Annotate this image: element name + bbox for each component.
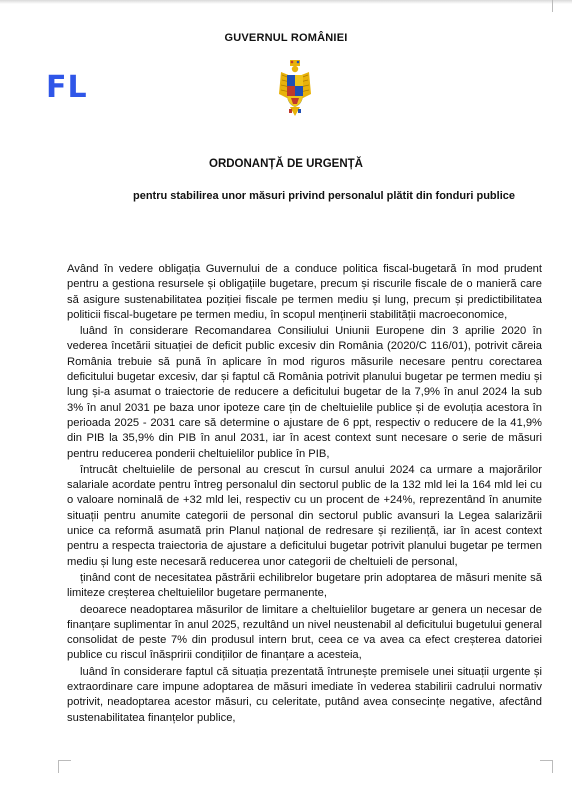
page-top-edge	[0, 0, 572, 4]
crop-mark-bottom-right	[540, 760, 553, 773]
fl-logo: FL	[46, 70, 88, 105]
preamble-paragraph: Având în vedere obligația Guvernului de a conduce politica fiscal-bugetară în mod prudent pentru a gestiona resursele și obligațiile bugetare, precum și riscurile fiscale de o manieră care să asigure sustenabilitatea poziției fiscale pe termen mediu și lung, precum și predictibilitatea politicii fiscal-bugetare pe termen mediu, în scopul menținerii stabilității macroeconomice,	[67, 263, 542, 321]
preamble-paragraph: întrucât cheltuielile de personal au crescut în cursul anului 2024 ca urmare a majorărilor salariale acordate pentru întreg personalul din sectorul public de la 132 mld lei la 164 mld lei cu o valoare nominală de +32 mld lei, respectiv cu un procent de +24%, reprezentând în anumite situații pentru anumite categorii de personal din sectorul public avansuri la Legea salarizării unice ca reformă asumată prin Planul național de redresare și reziliență, iar în acest context pentru a respecta traiectoria de ajustare a deficitului bugetar potrivit planului bugetar pe termen mediu și lung este necesară reducerea unor categorii de cheltuieli de personal,	[67, 463, 542, 568]
preamble-paragraph: deoarece neadoptarea măsurilor de limitare a cheltuielilor bugetare ar genera un necesar de finanțare suplimentar în anul 2025, rezultând un nivel neustenabil al deficitului bugetului general consolidat de peste 7% din produsul intern brut, ceea ce va avea ca efect creșterea datoriei publice cu riscul înăspririi condițiilor de finanțare a acesteia,	[67, 603, 542, 662]
crop-mark-bottom-left	[58, 760, 71, 773]
crop-mark-top-right	[540, 0, 553, 12]
preamble-paragraph: luând în considerare Recomandarea Consiliului Uniunii Europene din 3 aprilie 2020 în vederea încetării situației de deficit public excesiv din România (2020/C 116/01), potrivit căreia România trebuie să pună în aplicare în mod riguros măsurile necesare pentru corectarea deficitului bugetar excesiv, dar și faptul că România potrivit planului bugetar pe termen mediu și lung și-a asumat o traiectorie de reducere a deficitului bugetar de la 7,9% în anul 2024 la sub 3% în anul 2031 pe baza unor ipoteze care țin de cheltuielile publice și de evoluția acestora în perioada 2025 - 2031 care să determine o ajustare de 6 ppt, respectiv o reducere de la 41,9% din PIB la 35,9% din PIB în anul 2031, iar în acest context sunt necesare o serie de măsuri pentru reducerea ponderii cheltuielilor publice în PIB,	[67, 325, 542, 460]
romania-coat-of-arms-icon	[277, 60, 313, 118]
document-title: ORDONANȚĂ DE URGENȚĂ	[209, 158, 363, 170]
government-heading: GUVERNUL ROMÂNIEI	[224, 32, 348, 44]
preamble-paragraph: luând în considerare faptul că situația prezentată întrunește premisele unei situații urgente și extraordinare care impune adoptarea de măsuri imediate în vederea stabilirii cadrului normativ potrivit, neadoptarea acestor măsuri, cu celeritate, putând avea consecințe negative, afectând sustenabilitatea finanțelor publice,	[67, 665, 542, 724]
preamble-body	[67, 262, 542, 727]
document-subtitle: pentru stabilirea unor măsuri privind personalul plătit din fonduri publice	[133, 190, 515, 202]
preamble-paragraph: ținând cont de necesitatea păstrării echilibrelor bugetare prin adoptarea de măsuri menite să limiteze creșterea cheltuielilor bugetare permanente,	[67, 571, 542, 600]
